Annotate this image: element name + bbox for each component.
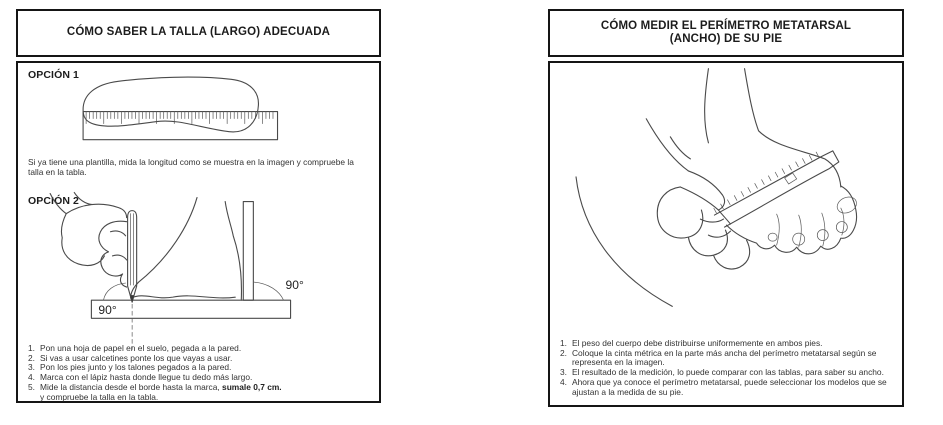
list-item [560,349,898,368]
width-steps-list [560,339,898,397]
step-text-pre: Mide la distancia desde el borde hasta la marca, [40,381,223,392]
size-steps-list [28,344,372,402]
width-panel-title-box [548,9,904,57]
pencil [128,211,137,303]
leg-curve [576,177,672,306]
step-text [40,383,372,402]
step-text: Si vas a usar calcetines ponte los que vayas a usar. [40,352,233,363]
step-number: 1. [560,338,567,348]
option1-label: OPCIÓN 1 [28,69,79,81]
toe-creases [777,208,844,247]
floor-angle-arc [103,283,125,300]
size-panel-body [16,61,381,403]
width-panel-title [601,20,851,47]
step-text: Pon una hoja de papel en el suelo, pegada a la pared. [40,343,242,353]
option2-label: OPCIÓN 2 [28,195,79,207]
arm-lines [646,119,690,171]
ankle-lines [705,69,841,187]
insole-ruler-illustration [70,71,342,144]
wall-board [243,202,253,301]
step-number: 3. [28,362,35,373]
step-number: 1. [28,343,35,353]
step-number: 3. [560,367,567,378]
step-number: 2. [560,347,567,358]
size-panel-title: CÓMO SABER LA TALLA (LARGO) ADECUADA [66,26,331,39]
step-text: Coloque la cinta métrica en la parte más ancha del perímetro metatarsal según se representa en la imagen. [572,347,877,368]
toe-nail [768,233,777,241]
hand-holding-tape [657,171,749,269]
step-number: 4. [560,376,567,387]
step-text: El resultado de la medición, lo puede comparar con las tablas, para saber su ancho. [572,367,884,378]
floor-angle-label: 90° [98,303,117,318]
step-number: 2. [28,352,35,363]
width-panel-title-line2: (ANCHO) DE SU PIE [669,33,783,45]
option1-note: Si ya tiene una plantilla, mida la longitud como se muestra en la imagen y compruebe la talla en la tabla. [28,157,354,177]
step-number: 4. [28,372,35,383]
toe-nail [817,230,828,241]
step-text: Ahora que ya conoce el perímetro metatarsal, puede seleccionar los modelos que se ajustan a la medida de su pie. [572,376,887,397]
pencil-stripes [131,214,134,285]
wall-angle-label: 90° [285,278,304,293]
hand-holding-pencil [50,193,126,288]
big-toe-nail [835,194,860,216]
list-item [28,383,372,402]
tape-band [714,151,838,227]
tape-buckle [785,173,797,184]
step-text: Pon los pies junto y los talones pegados a la pared. [40,362,232,373]
insole-outline [83,77,258,132]
step-text-cont: y compruebe la talla en la tabla. [40,391,159,402]
floor-board [91,300,290,318]
step-text: El peso del cuerpo debe distribuirse uniformemente en ambos pies. [572,338,823,348]
foot-profile [131,198,242,301]
list-item [560,378,898,397]
wall-angle-arc [253,282,283,300]
step-text-bold: sumale 0,7 cm. [222,381,282,392]
foot-toes-outline [726,186,856,254]
step-text: Marca con el lápiz hasta donde llegue tu dedo más largo. [40,372,253,383]
width-panel-title-line1: CÓMO MEDIR EL PERÍMETRO METATARSAL [600,19,852,32]
width-panel-body [548,61,904,407]
size-panel-title-box [16,9,381,57]
step-number: 5. [28,381,35,392]
foot-pencil-wall-illustration [26,191,363,356]
toe-nail [793,233,805,245]
tape-measure-foot-illustration [562,68,898,322]
toe-nail [836,222,847,233]
